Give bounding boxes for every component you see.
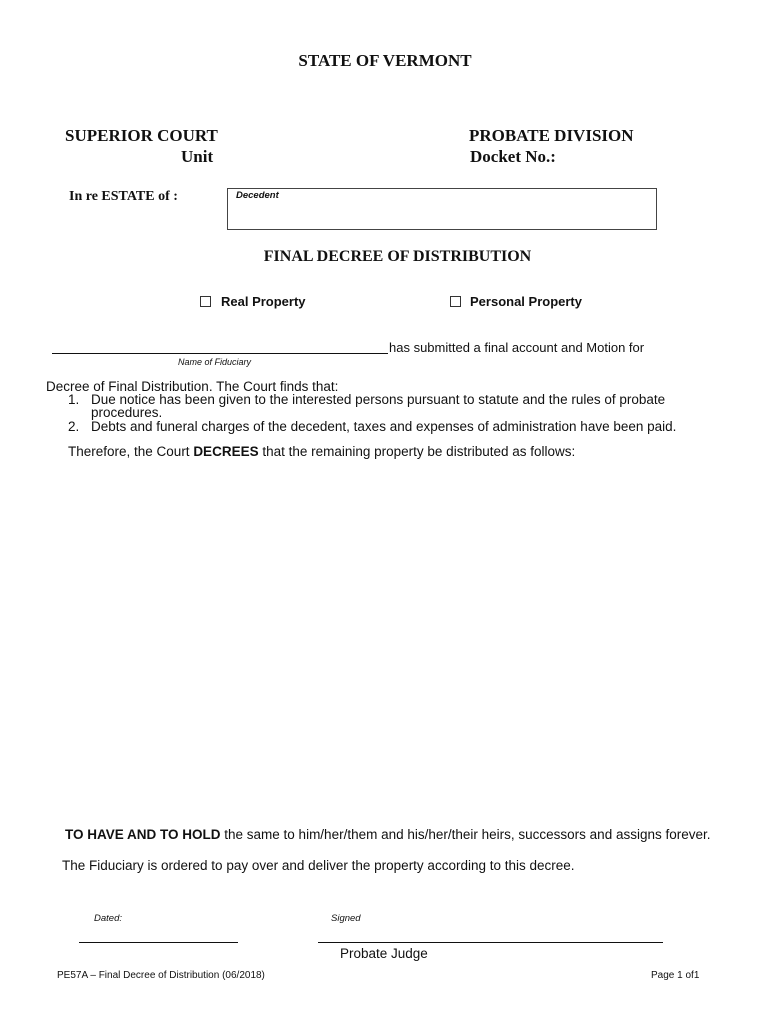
estate-label: In re ESTATE of : [69,189,178,204]
decree-suffix: that the remaining property be distributed as follows: [258,444,576,459]
decree-keyword: DECREES [193,444,259,459]
decedent-input[interactable] [227,188,657,230]
decree-title: FINAL DECREE OF DISTRIBUTION [263,248,532,265]
habendum-keyword: TO HAVE AND TO HOLD [65,827,221,842]
finding-1-text: Due notice has been given to the interested persons pursuant to statute and the rules of probate [91,392,666,407]
state-title: STATE OF VERMONT [298,51,472,70]
court-name: SUPERIOR COURT [65,126,218,145]
findings-intro: Decree of Final Distribution. The Court finds that: [46,379,339,394]
date-signature-line[interactable] [79,942,238,943]
decree-prefix: Therefore, the Court [68,444,194,459]
real-property-checkbox[interactable] [200,296,211,307]
habendum-clause [65,828,711,842]
fiduciary-statement: has submitted a final account and Motion for [389,340,645,355]
fiduciary-caption: Name of Fiduciary [178,357,252,367]
finding-2-number: 2. [68,419,80,434]
fiduciary-name-line [52,353,388,354]
personal-property-checkbox[interactable] [450,296,461,307]
docket-number-label: Docket No.: [470,147,556,166]
fiduciary-order-text: The Fiduciary is ordered to pay over and deliver the property according to this decree. [62,858,575,873]
court-unit-label: Unit [181,147,214,166]
signed-label: Signed [331,913,361,924]
decedent-caption: Decedent [236,190,279,201]
finding-1-text-cont: procedures. [91,405,163,420]
decree-statement [68,445,575,459]
personal-property-label: Personal Property [470,294,582,309]
finding-2-text: Debts and funeral charges of the decedent, taxes and expenses of administration have been paid. [91,419,677,434]
probate-judge-title: Probate Judge [340,946,428,961]
division-name: PROBATE DIVISION [469,126,634,145]
dated-label: Dated: [94,913,122,924]
form-identifier: PE57A – Final Decree of Distribution (06/2018) [57,970,265,981]
habendum-text: the same to him/her/them and his/her/their heirs, successors and assigns forever. [220,827,711,842]
real-property-label: Real Property [221,294,306,309]
distribution-details-area[interactable] [68,470,708,810]
finding-1-number: 1. [68,392,80,407]
judge-signature-line[interactable] [318,942,663,943]
page-number: Page 1 of1 [651,970,700,981]
